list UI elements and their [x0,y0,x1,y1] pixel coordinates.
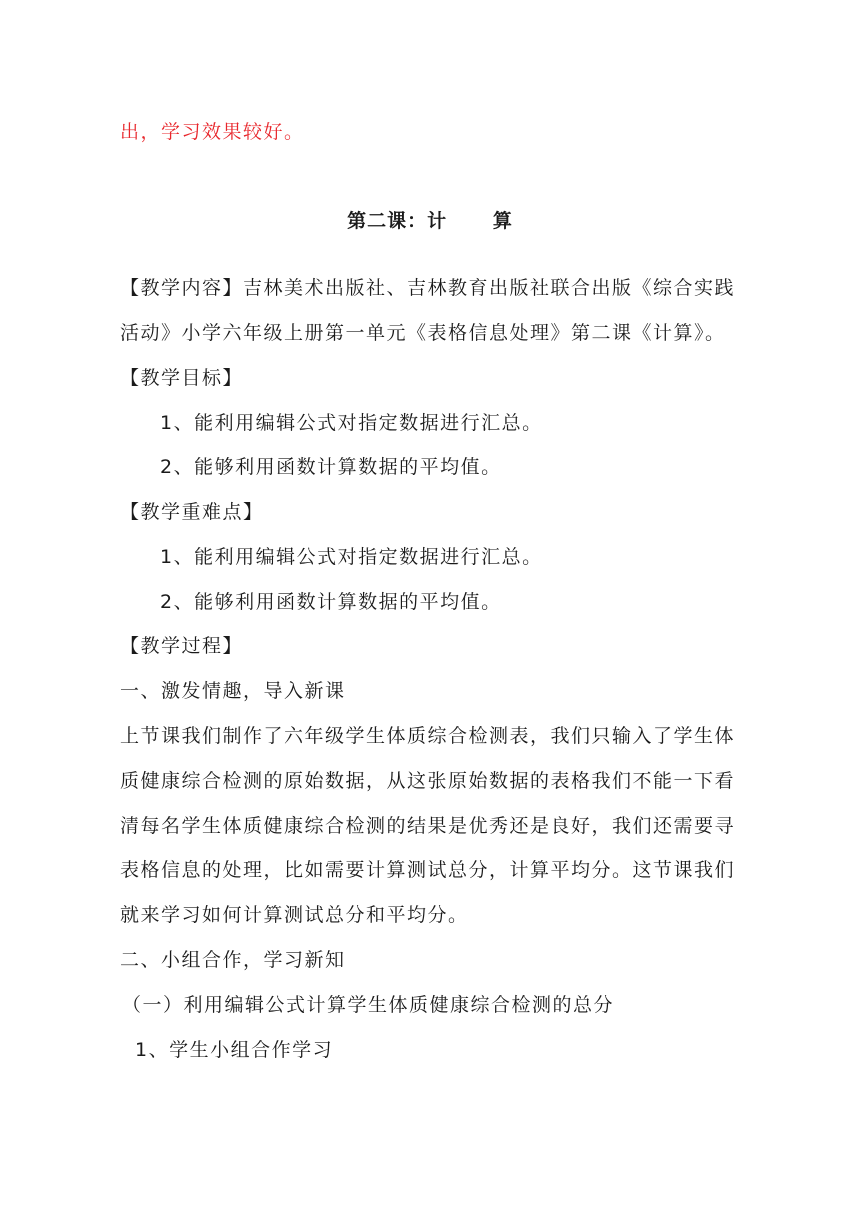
intro-end-text: 出，学习效果较好。 [120,121,305,143]
key-points-heading: 【教学重难点】 [120,501,264,523]
subsection-1-item-1: 1、学生小组合作学习 [135,1039,334,1061]
goals-heading: 【教学目标】 [120,367,244,389]
goal-item-1: 1、能利用编辑公式对指定数据进行汇总。 [160,412,543,434]
paragraph-1-line-3: 清每名学生体质健康综合检测的结果是优秀还是良好，我们还需要寻 [120,815,736,837]
step-1-heading: 一、激发情趣，导入新课 [120,680,346,702]
lesson-title: 第二课：计 算 [347,210,513,232]
step-2-heading: 二、小组合作，学习新知 [120,949,346,971]
content-line-1: 【教学内容】吉林美术出版社、吉林教育出版社联合出版《综合实践 [120,277,736,299]
key-point-item-2: 2、能够利用函数计算数据的平均值。 [160,591,502,613]
subsection-1-heading: （一）利用编辑公式计算学生体质健康综合检测的总分 [122,994,615,1016]
paragraph-1-line-4: 表格信息的处理，比如需要计算测试总分，计算平均分。这节课我们 [120,859,736,881]
paragraph-1-line-1: 上节课我们制作了六年级学生体质综合检测表，我们只输入了学生体 [120,725,736,747]
paragraph-1-line-5: 就来学习如何计算测试总分和平均分。 [120,904,469,926]
key-point-item-1: 1、能利用编辑公式对指定数据进行汇总。 [160,546,543,568]
paragraph-1-line-2: 质健康综合检测的原始数据，从这张原始数据的表格我们不能一下看 [120,770,736,792]
process-heading: 【教学过程】 [120,635,244,657]
goal-item-2: 2、能够利用函数计算数据的平均值。 [160,456,502,478]
content-line-2: 活动》小学六年级上册第一单元《表格信息处理》第二课《计算》。 [120,322,726,344]
